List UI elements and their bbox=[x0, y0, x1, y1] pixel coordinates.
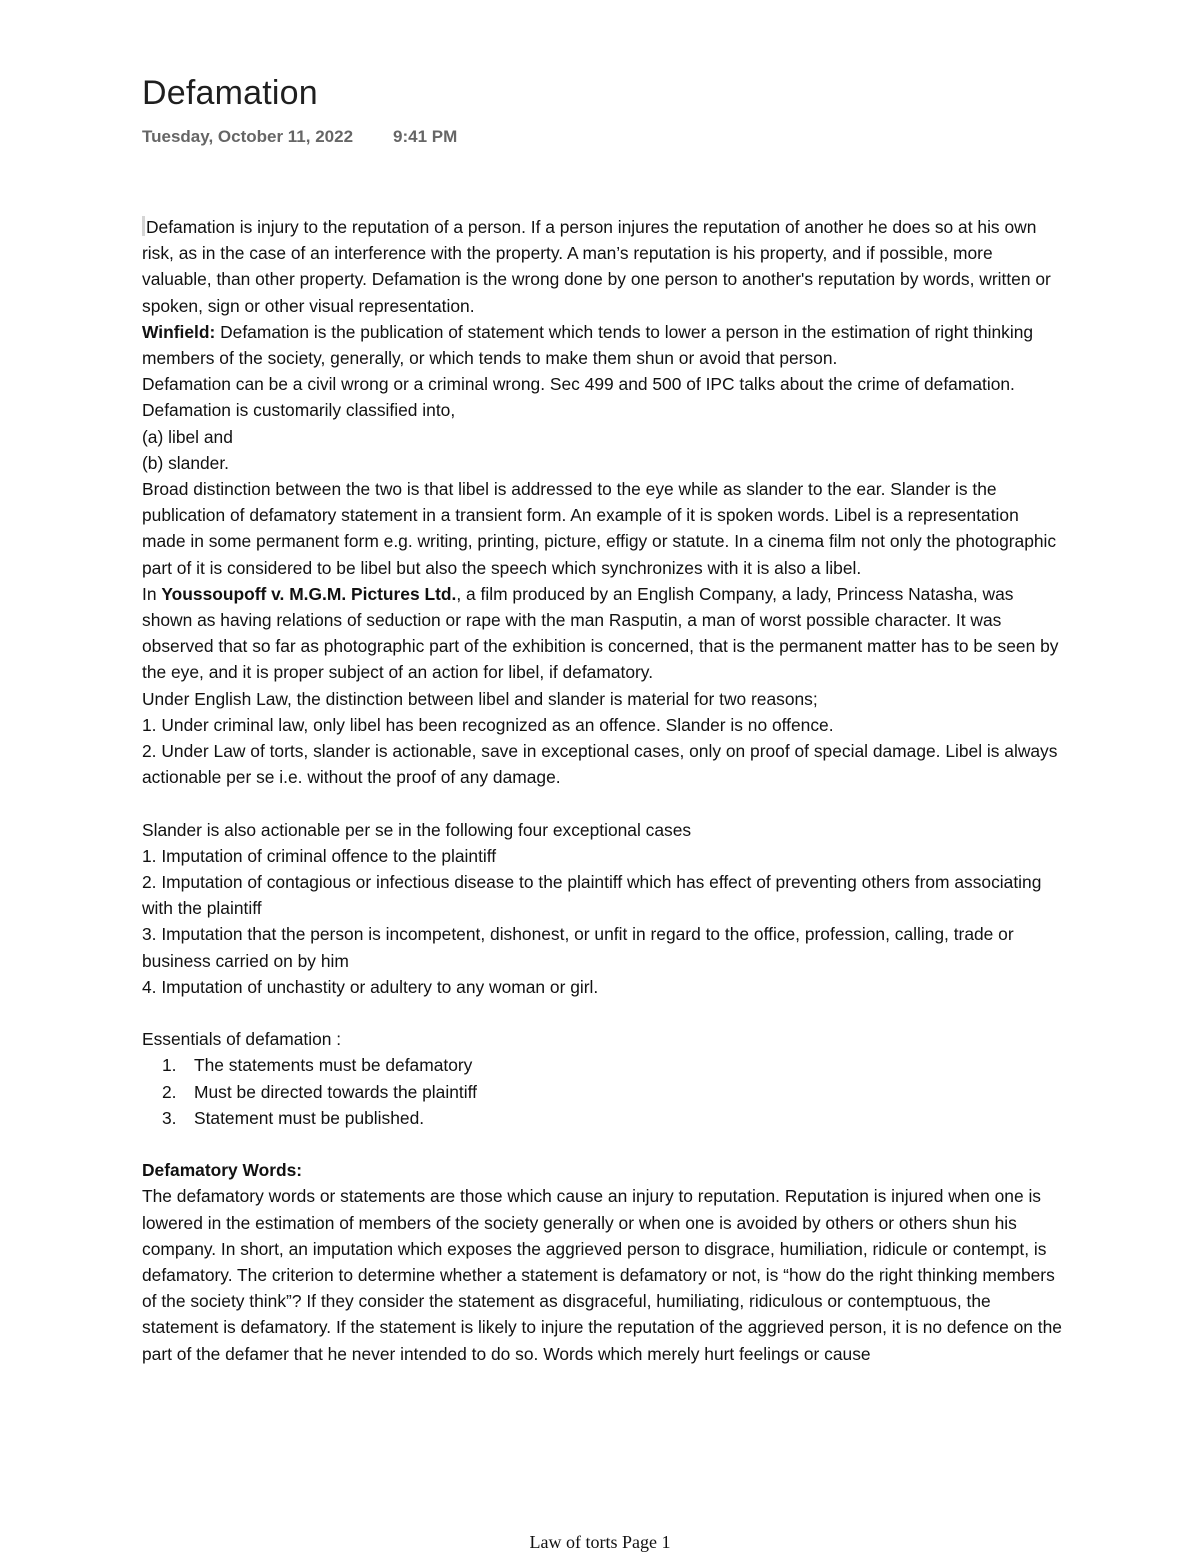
case-name: Youssoupoff v. M.G.M. Pictures Ltd. bbox=[161, 583, 457, 604]
exception-item: 4. Imputation of unchastity or adultery to any woman or girl. bbox=[142, 976, 599, 997]
note-body[interactable] bbox=[142, 214, 1067, 1367]
list-item: 2. Must be directed towards the plaintiff bbox=[162, 1081, 477, 1102]
note-timestamp bbox=[142, 127, 457, 147]
defamatory-heading: Defamatory Words: bbox=[142, 1160, 303, 1181]
reason-item: 1. Under criminal law, only libel has been recognized as an offence. Slander is no offence. bbox=[142, 714, 834, 735]
text-cursor-marker bbox=[142, 216, 145, 236]
note-time: 9:41 PM bbox=[393, 127, 458, 146]
classification-a: (a) libel and bbox=[142, 426, 233, 447]
paragraph-winfield: Winfield: Defamation is the publication of statement which tends to lower a person in the estimation of right thinking members of the society, generally, or which tends to make them shun or avoid that person. bbox=[142, 321, 1034, 369]
winfield-label: Winfield: bbox=[142, 321, 216, 342]
essentials-heading: Essentials of defamation : bbox=[142, 1029, 342, 1050]
slander-intro: Slander is also actionable per se in the following four exceptional cases bbox=[142, 819, 692, 840]
paragraph-defamatory-words: The defamatory words or statements are those which cause an injury to reputation. Reputation is injured when one is lowered in the estimation of members of the society generally or when one is avoided by others or others shun his company. In short, an imputation which exposes the aggrieved person to disgrace, humiliation, ridicule or contempt, is defamatory. The criterion to determine whether a statement is defamatory or not, is “how do the right thinking members of the society think”? If they consider the statement as disgraceful, humiliating, ridiculous or contemptuous, the statement is defamatory. If the statement is likely to injure the reputation of the aggrieved person, it is no defence on the part of the defamer that he never intended to do so. Words which merely hurt feelings or cause bbox=[142, 1186, 1062, 1364]
paragraph-english-law: Under English Law, the distinction between libel and slander is material for two reasons; bbox=[142, 688, 818, 709]
exception-item: 2. Imputation of contagious or infectious disease to the plaintiff which has effect of preventing others from associating with the plaintiff bbox=[142, 872, 1042, 919]
paragraph-distinction: Broad distinction between the two is that libel is addressed to the eye while as slander to the ear. Slander is the publication of defamatory statement in a transient form. An example of it is spoken words. Libel is a representation made in some permanent form e.g. writing, printing, picture, effigy or statute. In a cinema film not only the photographic part of it is considered to be libel but also the speech which synchronizes with it is also a libel. bbox=[142, 479, 1057, 578]
blank-line bbox=[142, 1131, 1067, 1157]
essentials-list bbox=[142, 1052, 1067, 1131]
list-item: 3. Statement must be published. bbox=[162, 1107, 425, 1128]
paragraph-intro: Defamation is injury to the reputation of a person. If a person injures the reputation of another he does so at his own risk, as in the case of an interference with the property. A man’s reputation is his property, and if possible, more valuable, than other property. Defamation is the wrong done by one person to another's reputation by words, written or spoken, sign or other visual representation. bbox=[142, 217, 1051, 316]
blank-line bbox=[142, 790, 1067, 816]
paragraph-civil-criminal: Defamation can be a civil wrong or a criminal wrong. Sec 499 and 500 of IPC talks about the crime of defamation. Defamation is customarily classified into, bbox=[142, 374, 1015, 421]
blank-line bbox=[142, 1000, 1067, 1026]
list-item: 1. The statements must be defamatory bbox=[162, 1055, 473, 1076]
paragraph-case: In Youssoupoff v. M.G.M. Pictures Ltd., a film produced by an English Company, a lady, Princess Natasha, was shown as having relations of seduction or rape with the man Rasputin, a man of worst possible character. It was observed that so far as photographic part of the exhibition is concerned, that is the permanent matter has to be seen by the eye, and it is proper subject of an action for libel, if defamatory. bbox=[142, 583, 1059, 683]
exception-item: 3. Imputation that the person is incompetent, dishonest, or unfit in regard to the office, profession, calling, trade or business carried on by him bbox=[142, 924, 1014, 971]
reason-item: 2. Under Law of torts, slander is actionable, save in exceptional cases, only on proof of special damage. Libel is always actionable per se i.e. without the proof of any damage. bbox=[142, 741, 1058, 788]
classification-b: (b) slander. bbox=[142, 452, 229, 473]
page-footer: Law of torts Page 1 bbox=[529, 1532, 671, 1552]
exception-item: 1. Imputation of criminal offence to the plaintiff bbox=[142, 845, 497, 866]
page-title: Defamation bbox=[142, 74, 318, 112]
note-date: Tuesday, October 11, 2022 bbox=[142, 127, 354, 146]
